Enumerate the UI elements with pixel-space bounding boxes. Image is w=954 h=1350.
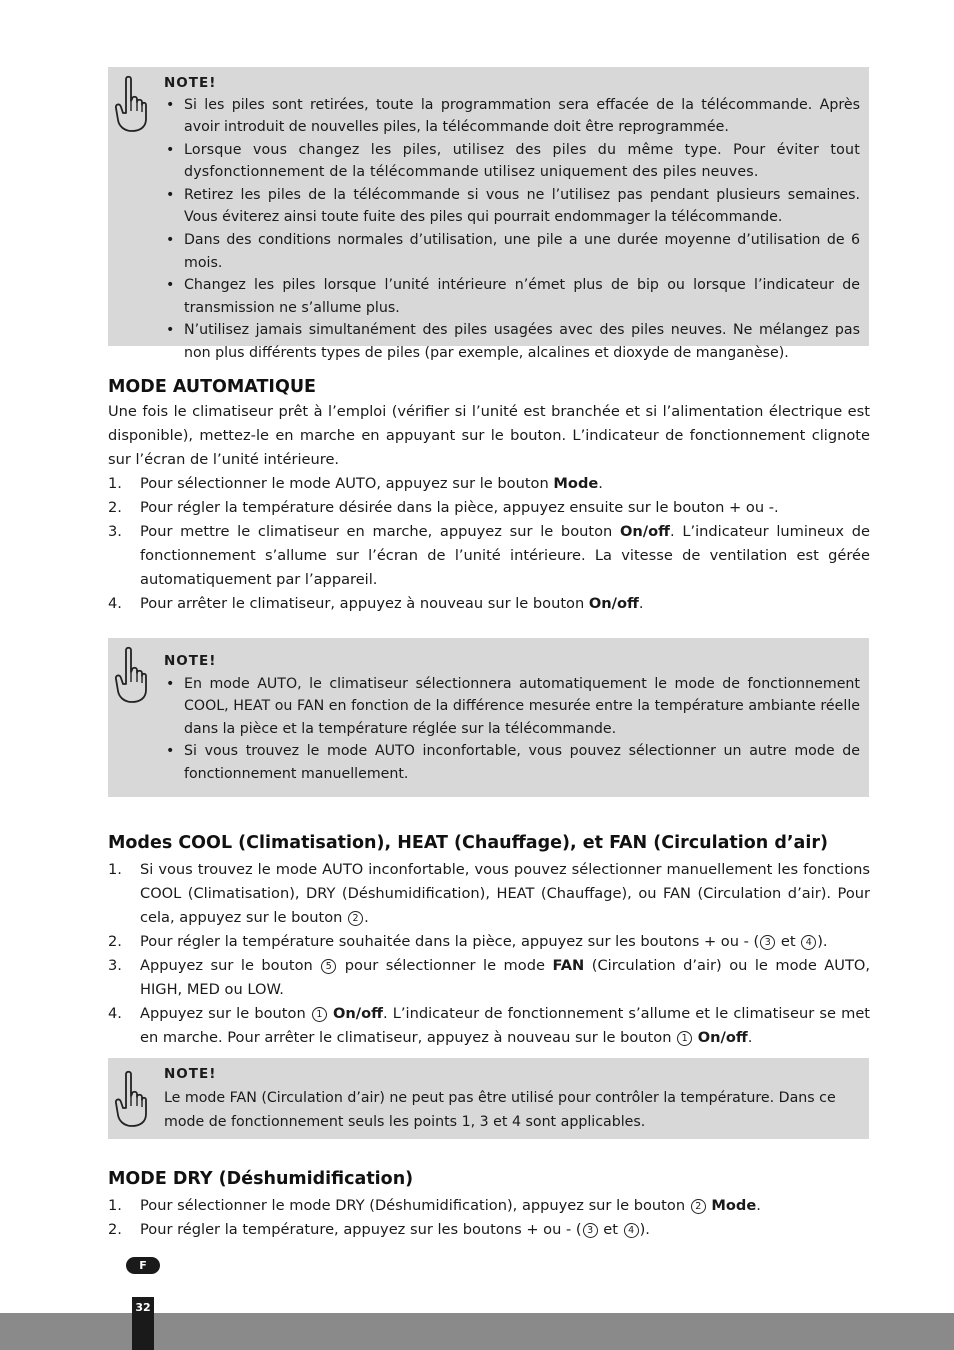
note-box-auto <box>108 638 869 797</box>
list-item: • Dans des conditions normales d’utilisation, une pile a une durée moyenne d’utilisation de 6 mois. <box>164 229 860 274</box>
note-box-fan <box>108 1058 869 1139</box>
list-item: 1. Si vous trouvez le mode AUTO inconfortable, vous pouvez sélectionner manuellement les fonctions COOL (Climatisation), DRY (Déshumidification), HEAT (Chauffage), ou FAN (Circulation d’air). Pour cela, appuyez sur le bouton 2 . <box>108 861 870 926</box>
button-number-badge: 1 <box>677 1031 692 1046</box>
section-heading-dry: MODE DRY (Déshumidification) <box>108 1169 414 1189</box>
list-item: • Retirez les piles de la télécommande si vous ne l’utilisez pas pendant plusieurs semaines. Vous éviterez ainsi toute fuite des piles qui pourrait endommager la télécommande. <box>164 184 860 229</box>
auto-steps <box>108 472 870 616</box>
section-heading-auto: MODE AUTOMATIQUE <box>108 377 316 397</box>
auto-intro: Une fois le climatiseur prêt à l’emploi (vérifier si l’unité est branchée et si l’alimentation électrique est disponible), mettez-le en marche en appuyant sur le bouton. L’indicateur de fonctionnement clignote sur l’écran de l’unité intérieure. <box>108 403 870 468</box>
note-title: NOTE! <box>164 75 217 91</box>
list-item: • Changez les piles lorsque l’unité intérieure n’émet plus de bip ou lorsque l’indicateur de transmission ne s’allume plus. <box>164 274 860 319</box>
button-number-badge: 1 <box>312 1007 327 1022</box>
section-heading-cool: Modes COOL (Climatisation), HEAT (Chauffage), et FAN (Circulation d’air) <box>108 833 828 853</box>
list-item: 3. Appuyez sur le bouton 5 pour sélectionner le mode FAN (Circulation d’air) ou le mode AUTO, HIGH, MED ou LOW. <box>108 957 870 998</box>
page-number-tab <box>132 1297 154 1350</box>
pointing-hand-icon <box>114 1070 148 1128</box>
button-number-badge: 4 <box>801 935 816 950</box>
language-badge: F <box>126 1257 160 1274</box>
list-item: • Si les piles sont retirées, toute la programmation sera effacée de la télécommande. Après avoir introduit de nouvelles piles, la télécommande doit être reprogrammée. <box>164 94 860 139</box>
list-item: 2. Pour régler la température désirée dans la pièce, appuyez ensuite sur le bouton + ou -. <box>108 499 779 516</box>
list-item: 4. Pour arrêter le climatiseur, appuyez à nouveau sur le bouton On/off. <box>108 595 644 612</box>
list-item: 1. Pour sélectionner le mode DRY (Déshumidification), appuyez sur le bouton 2 Mode. <box>108 1197 761 1214</box>
list-item: 1. Pour sélectionner le mode AUTO, appuyez sur le bouton Mode. <box>108 475 603 492</box>
note-title: NOTE! <box>164 1066 217 1082</box>
pointing-hand-icon <box>114 75 148 133</box>
button-number-badge: 4 <box>624 1223 639 1238</box>
button-number-badge: 2 <box>348 911 363 926</box>
list-item: • En mode AUTO, le climatiseur sélectionnera automatiquement le mode de fonctionnement COOL, HEAT ou FAN en fonction de la différence mesurée entre la température ambiante réelle dans la pièce et la température réglée sur la télécommande. <box>164 673 860 740</box>
button-number-badge: 2 <box>691 1199 706 1214</box>
list-item: • Lorsque vous changez les piles, utilisez des piles du même type. Pour éviter tout dysfonctionnement de la télécommande utilisez uniquement des piles neuves. <box>164 139 860 184</box>
list-item: 3. Pour mettre le climatiseur en marche, appuyez sur le bouton On/off. L’indicateur lumineux de fonctionnement s’allume sur l’écran de l’unité intérieure. La vitesse de ventilation est gérée automatiquement par l’appareil. <box>108 523 870 588</box>
list-item: 4. Appuyez sur le bouton 1 On/off. L’indicateur de fonctionnement s’allume et le climatiseur se met en marche. Pour arrêter le climatiseur, appuyez à nouveau sur le bouton 1 On/off. <box>108 1005 871 1046</box>
list-item: • N’utilisez jamais simultanément des piles usagées avec des piles neuves. Ne mélangez pas non plus différents types de piles (par exemple, alcalines et dioxyde de manganèse). <box>164 319 860 364</box>
button-number-badge: 3 <box>760 935 775 950</box>
dry-steps <box>108 1194 870 1242</box>
button-number-badge: 3 <box>583 1223 598 1238</box>
page-number: 32 <box>135 1301 151 1314</box>
note-list <box>164 94 860 365</box>
note-text: Le mode FAN (Circulation d’air) ne peut pas être utilisé pour contrôler la température. Dans ce mode de fonctionnement seuls les points 1, 3 et 4 sont applicables. <box>164 1090 836 1130</box>
note-list <box>164 673 860 785</box>
list-item: • Si vous trouvez le mode AUTO inconfortable, vous pouvez sélectionner un autre mode de fonctionnement manuellement. <box>164 740 860 785</box>
cool-steps <box>108 858 870 1050</box>
pointing-hand-icon <box>114 646 148 704</box>
list-item: 2. Pour régler la température, appuyez sur les boutons + ou - ( 3 et 4 ). <box>108 1221 650 1238</box>
note-title: NOTE! <box>164 653 217 669</box>
button-number-badge: 5 <box>321 959 336 974</box>
list-item: 2. Pour régler la température souhaitée dans la pièce, appuyez sur les boutons + ou - ( 3 et 4 ). <box>108 933 828 950</box>
note-box-batteries <box>108 67 869 361</box>
